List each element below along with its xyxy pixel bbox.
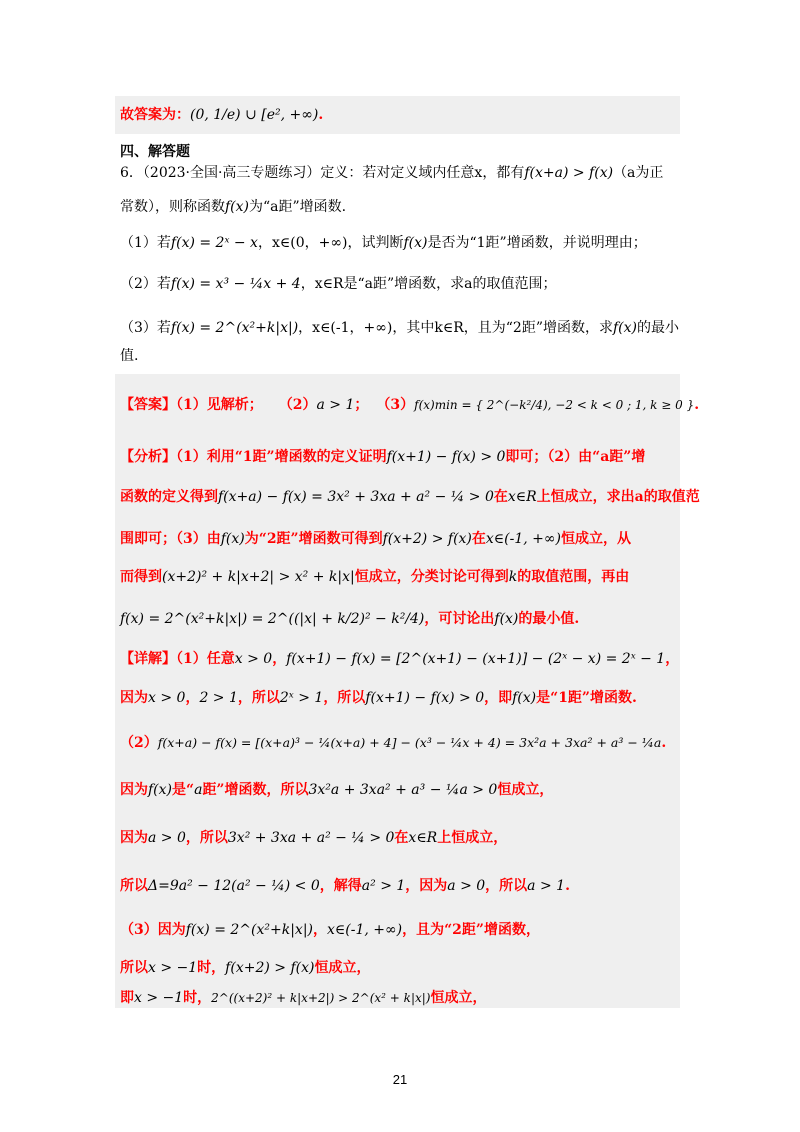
answer-label: 【答案】 xyxy=(120,397,176,413)
details-math: f(x+1) − f(x) = [2^(x+1) − (x+1)] − (2ˣ − x) = 2ˣ − 1 xyxy=(286,651,666,667)
analysis-text: ，可讨论出 xyxy=(424,611,495,627)
details-text: 即 xyxy=(120,990,134,1006)
answer-math: a > 1 xyxy=(316,397,355,413)
problem-question-2 xyxy=(120,274,557,294)
details-math: f(x+a) − f(x) = [(x+a)³ − ¼(x+a) + 4] − (x³ − ¼x + 4) = 3x²a + 3xa² + a³ − ¼a xyxy=(157,735,662,750)
details-math: a xyxy=(194,782,203,798)
answer-line xyxy=(120,395,699,415)
analysis-math: (x+2)² + k|x+2| > x² + k|x| xyxy=(162,569,355,585)
details-text: ，解得 xyxy=(319,878,362,894)
problem-text: 6．（2023·全国·高三专题练习）定义：若对定义域内任意x，都有 xyxy=(120,165,525,181)
answer-part: （3） xyxy=(376,397,415,413)
details-text: . xyxy=(661,735,667,751)
details-line-9 xyxy=(120,988,486,1008)
details-text: （2） xyxy=(120,735,158,751)
answer-part: （2） xyxy=(278,397,317,413)
details-text: 恒成立， xyxy=(430,990,487,1006)
details-math: f(x) xyxy=(512,690,537,706)
problem-text: （1）若 xyxy=(120,235,171,251)
problem-text: 值. xyxy=(120,348,139,364)
analysis-text: 在 xyxy=(471,531,486,547)
details-text: ， xyxy=(665,651,680,667)
analysis-line-5 xyxy=(120,609,579,629)
details-text: 是“1距”增函数. xyxy=(536,690,637,706)
details-line-2 xyxy=(120,688,637,708)
problem-text: ，x∈(0，+∞)，试判断 xyxy=(257,235,404,251)
details-text: 是“ xyxy=(172,782,195,798)
details-text: （1）任意 xyxy=(176,651,235,667)
analysis-text: 上恒成立，求出a的取值范 xyxy=(536,489,700,505)
details-math: f(x) = 2^(x²+k|x|) xyxy=(185,922,313,938)
analysis-math: f(x+1) − f(x) > 0 xyxy=(386,449,506,465)
analysis-line-4 xyxy=(120,567,629,587)
problem-text: 的最小 xyxy=(637,320,680,336)
details-math: x∈R xyxy=(408,830,438,846)
answer-math: f(x)min = { 2^(−k²/4), −2 < k < 0 ; 1, k ≥ 0 } xyxy=(414,398,695,412)
analysis-text: 即可；（2）由“a距”增 xyxy=(505,449,646,465)
details-line-4 xyxy=(120,780,553,800)
analysis-line-1 xyxy=(120,447,645,467)
analysis-text: 在 xyxy=(493,489,508,505)
analysis-line-3 xyxy=(120,529,631,549)
details-text: 在 xyxy=(394,830,409,846)
details-text: ， xyxy=(313,922,327,938)
details-math: a > 0 xyxy=(447,878,486,894)
details-text: ，所以 xyxy=(323,690,366,706)
details-line-1 xyxy=(120,649,679,669)
details-line-8 xyxy=(120,958,370,978)
analysis-text: 恒成立，分类讨论可得到 xyxy=(354,569,509,585)
analysis-math: f(x) xyxy=(220,531,245,547)
details-math: f(x+2) > f(x) xyxy=(225,960,315,976)
analysis-text: 的最小值. xyxy=(518,611,580,627)
details-math: a² > 1 xyxy=(361,878,406,894)
details-line-6 xyxy=(120,876,570,896)
details-text: ，即 xyxy=(484,690,513,706)
details-text: 因为 xyxy=(120,690,148,706)
details-text: 所以 xyxy=(120,960,148,976)
problem-question-3 xyxy=(120,318,679,338)
details-text: ，所以 xyxy=(485,878,528,894)
details-math: Δ=9a² − 12(a² − ¼) < 0 xyxy=(148,878,320,894)
details-line-3 xyxy=(120,733,666,753)
details-text: ， xyxy=(185,690,200,706)
analysis-math: f(x) xyxy=(494,611,519,627)
problem-text: ，x∈R是“a距”增函数，求a的取值范围； xyxy=(300,276,557,292)
analysis-math: k xyxy=(508,569,518,585)
details-math: x > 0 xyxy=(148,690,186,706)
problem-text: 是否为“1距”增函数，并说明理由； xyxy=(427,235,647,251)
details-text: 时， xyxy=(197,960,226,976)
analysis-text: 围即可；（3）由 xyxy=(120,531,221,547)
details-text: ， xyxy=(272,651,287,667)
final-answer-line xyxy=(120,105,323,125)
details-math: 3x² + 3xa + a² − ¼ > 0 xyxy=(227,830,395,846)
analysis-line-2 xyxy=(120,487,700,507)
problem-math: f(x+a) > f(x) xyxy=(524,165,614,181)
problem-question-1 xyxy=(120,233,647,253)
answer-part: （1）见解析； xyxy=(176,397,263,413)
details-text: . xyxy=(565,878,570,894)
details-math: 2ˣ > 1 xyxy=(279,690,324,706)
problem-text: （2）若 xyxy=(120,276,171,292)
problem-text: ，x∈(-1，+∞)，其中k∈R，且为“2距”增函数，求 xyxy=(298,320,613,336)
details-math: x > −1 xyxy=(134,990,184,1006)
details-math: 3x²a + 3xa² + a³ − ¼a > 0 xyxy=(308,782,498,798)
analysis-text: 的取值范围，再由 xyxy=(517,569,630,585)
analysis-text: 为“2距”增函数可得到 xyxy=(244,531,383,547)
analysis-text: 恒成立，从 xyxy=(561,531,632,547)
problem-text: 为“a距”增函数. xyxy=(249,199,347,215)
details-math: a > 1 xyxy=(527,878,566,894)
details-text: ，所以 xyxy=(237,690,280,706)
problem-math: f(x) = x³ − ¼x + 4 xyxy=(170,276,301,292)
final-answer-end: . xyxy=(318,107,324,123)
details-text: ，因为 xyxy=(405,878,448,894)
problem-text: 常数），则称函数 xyxy=(120,199,225,215)
final-answer-value: (0, 1/e) ∪ [e², +∞) xyxy=(190,107,319,123)
details-line-5 xyxy=(120,828,507,848)
details-text: 恒成立， xyxy=(497,782,554,798)
analysis-text: 而得到 xyxy=(120,569,162,585)
details-text: 恒成立， xyxy=(314,960,371,976)
details-line-7 xyxy=(120,920,540,940)
details-math: f(x) xyxy=(148,782,173,798)
page-number: 21 xyxy=(392,1072,408,1087)
analysis-math: x∈R xyxy=(507,489,537,505)
details-text: （3）因为 xyxy=(120,922,186,938)
details-text: 距”增函数，所以 xyxy=(202,782,309,798)
analysis-label: 【分析】 xyxy=(120,449,176,465)
analysis-text: （1）利用“1距”增函数的定义证明 xyxy=(176,449,387,465)
problem-question-3-cont xyxy=(120,346,138,366)
answer-part: ； xyxy=(354,397,369,413)
details-math: x > 0 xyxy=(234,651,273,667)
problem-math: f(x) = 2ˣ − x xyxy=(170,235,258,251)
details-math: 2^((x+2)² + k|x+2|) > 2^(x² + k|x|) xyxy=(211,991,431,1005)
problem-math: f(x) = 2^(x²+k|x|) xyxy=(170,320,299,336)
details-math: x > −1 xyxy=(148,960,198,976)
problem-math: f(x) xyxy=(613,320,638,336)
details-math: a > 0 xyxy=(148,830,186,846)
details-text: ，且为“2距”增函数， xyxy=(402,922,540,938)
problem-line-1 xyxy=(120,163,663,183)
analysis-text: 函数的定义得到 xyxy=(120,489,218,505)
analysis-math: x∈(-1, +∞) xyxy=(485,531,562,547)
problem-math: f(x) xyxy=(225,199,250,215)
details-text: 所以 xyxy=(120,878,148,894)
details-math: f(x+1) − f(x) > 0 xyxy=(365,690,485,706)
details-math: x∈(-1, +∞) xyxy=(327,922,403,938)
final-answer-label: 故答案为： xyxy=(120,107,190,123)
problem-math: f(x) xyxy=(403,235,428,251)
details-label: 【详解】 xyxy=(120,651,176,667)
details-math: 2 > 1 xyxy=(199,690,238,706)
details-text: 时， xyxy=(183,990,212,1006)
details-text: 因为 xyxy=(120,830,148,846)
section-heading: 四、解答题 xyxy=(120,144,190,160)
analysis-math: f(x+2) > f(x) xyxy=(382,531,472,547)
details-text: 因为 xyxy=(120,782,148,798)
problem-line-2 xyxy=(120,197,346,217)
problem-text: （a为正 xyxy=(613,165,664,181)
answer-part: . xyxy=(694,397,700,413)
analysis-math: f(x) = 2^(x²+k|x|) = 2^((|x| + k/2)² − k²/4) xyxy=(120,611,425,627)
details-text: 上恒成立， xyxy=(437,830,508,846)
analysis-math: f(x+a) − f(x) = 3x² + 3xa + a² − ¼ > 0 xyxy=(218,489,494,505)
details-text: ，所以 xyxy=(185,830,228,846)
problem-text: （3）若 xyxy=(120,320,171,336)
